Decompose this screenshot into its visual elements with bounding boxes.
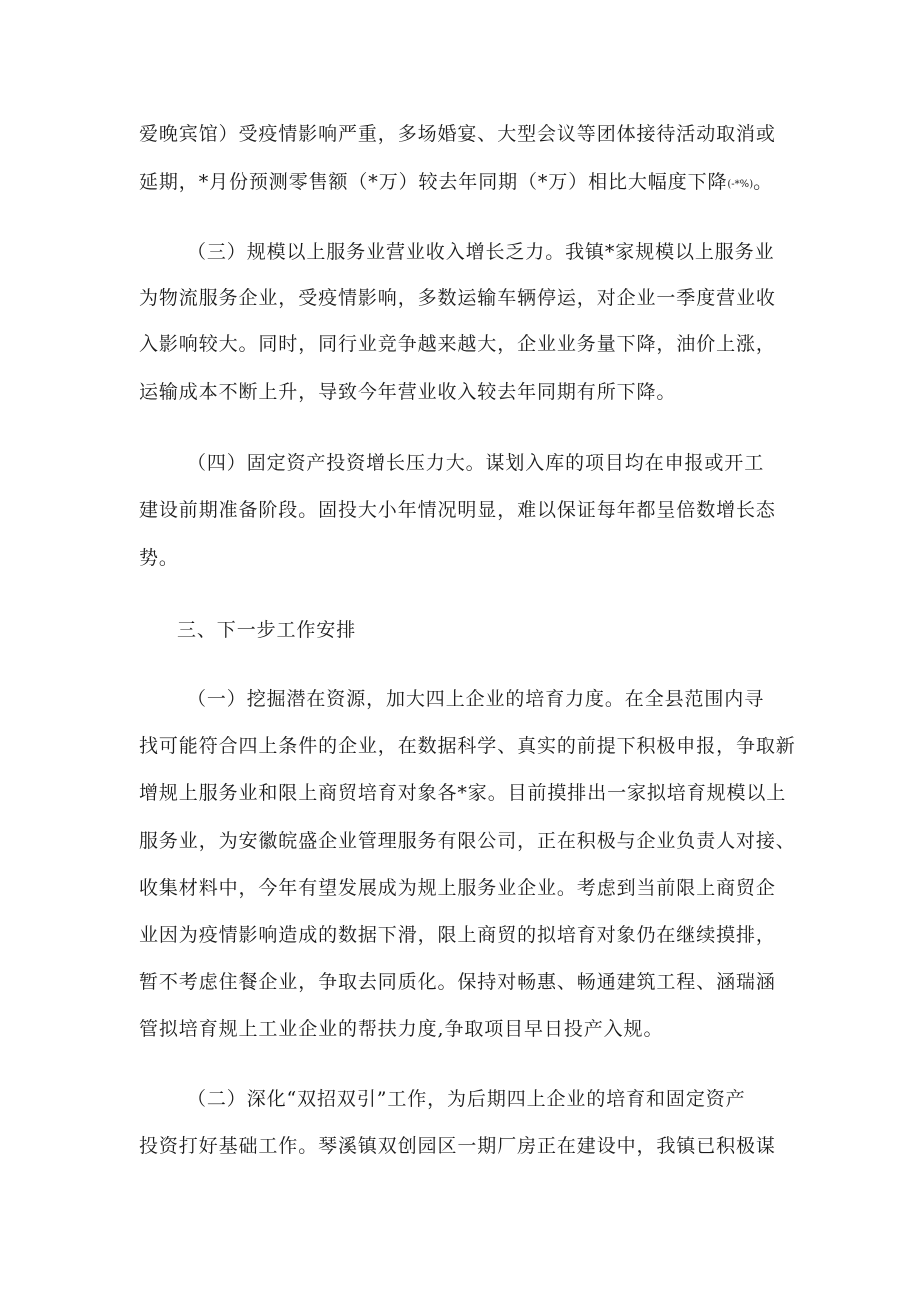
heading-text: 三、下一步工作安排: [177, 619, 357, 641]
paragraph-line: [0, 379, 920, 405]
text-line: 建设前期准备阶段。固投大小年情况明显，难以保证每年都呈倍数增长态: [139, 499, 776, 521]
paragraph-line: [0, 239, 920, 265]
paragraph-line: [0, 922, 920, 948]
text-line: 管拟培育规上工业企业的帮扶力度,争取项目早日投产入规。: [139, 1018, 664, 1040]
text-line: 找可能符合四上条件的企业，在数据科学、真实的前提下积极申报，争取新: [139, 735, 796, 757]
paragraph-line: [0, 169, 920, 198]
text-line-end: 。: [753, 171, 773, 193]
text-line: （一）挖掘潜在资源，加大四上企业的培育力度。在全县范围内寻: [187, 688, 765, 710]
paragraph-line: [0, 969, 920, 995]
paragraph-line: [0, 285, 920, 311]
paragraph-line: [0, 828, 920, 854]
text-line: 势。: [139, 547, 179, 569]
text-line: 入影响较大。同时，同行业竞争越来越大，企业业务量下降，油价上涨，: [139, 333, 776, 355]
text-line: 增规上服务业和限上商贸培育对象各*家。目前摸排出一家拟培育规模以上: [139, 782, 787, 804]
paragraph-line: [0, 686, 920, 712]
percent-note: (-*%): [727, 179, 754, 190]
text-line: 服务业，为安徽皖盛企业管理服务有限公司，正在积极与企业负责人对接、: [139, 830, 796, 852]
text-line: 为物流服务企业，受疫情影响，多数运输车辆停运，对企业一季度营业收: [139, 287, 776, 309]
paragraph-line: [0, 121, 920, 147]
paragraph-line: [0, 733, 920, 759]
paragraph-line: [0, 331, 920, 357]
text-line: 运输成本不断上升，导致今年营业收入较去年同期有所下降。: [139, 381, 677, 403]
paragraph-line: [0, 875, 920, 901]
paragraph-line: [0, 450, 920, 476]
paragraph-line: [0, 497, 920, 523]
text-line: （三）规模以上服务业营业收入增长乏力。我镇*家规模以上服务业: [187, 241, 775, 263]
paragraph-line: [0, 1133, 920, 1159]
section-heading: [0, 617, 920, 643]
text-line: 爱晚宾馆）受疫情影响严重，多场婚宴、大型会议等团体接待活动取消或: [139, 123, 776, 145]
text-line: （四）固定资产投资增长压力大。谋划入库的项目均在申报或开工: [187, 452, 765, 474]
paragraph-line: [0, 545, 920, 571]
paragraph-line: [0, 1016, 920, 1042]
text-line: （二）深化“双招双引”工作，为后期四上企业的培育和固定资产: [187, 1088, 746, 1110]
text-line: 延期，*月份预测零售额（*万）较去年同期（*万）相比大幅度下降: [139, 171, 728, 193]
text-line: 暂不考虑住餐企业，争取去同质化。保持对畅惠、畅通建筑工程、涵瑞涵: [139, 971, 776, 993]
text-line: 收集材料中，今年有望发展成为规上服务业企业。考虑到当前限上商贸企: [139, 877, 776, 899]
text-line: 业因为疫情影响造成的数据下滑，限上商贸的拟培育对象仍在继续摸排，: [139, 924, 776, 946]
text-line: 投资打好基础工作。琴溪镇双创园区一期厂房正在建设中，我镇已积极谋: [139, 1135, 776, 1157]
paragraph-line: [0, 780, 920, 806]
paragraph-line: [0, 1086, 920, 1112]
